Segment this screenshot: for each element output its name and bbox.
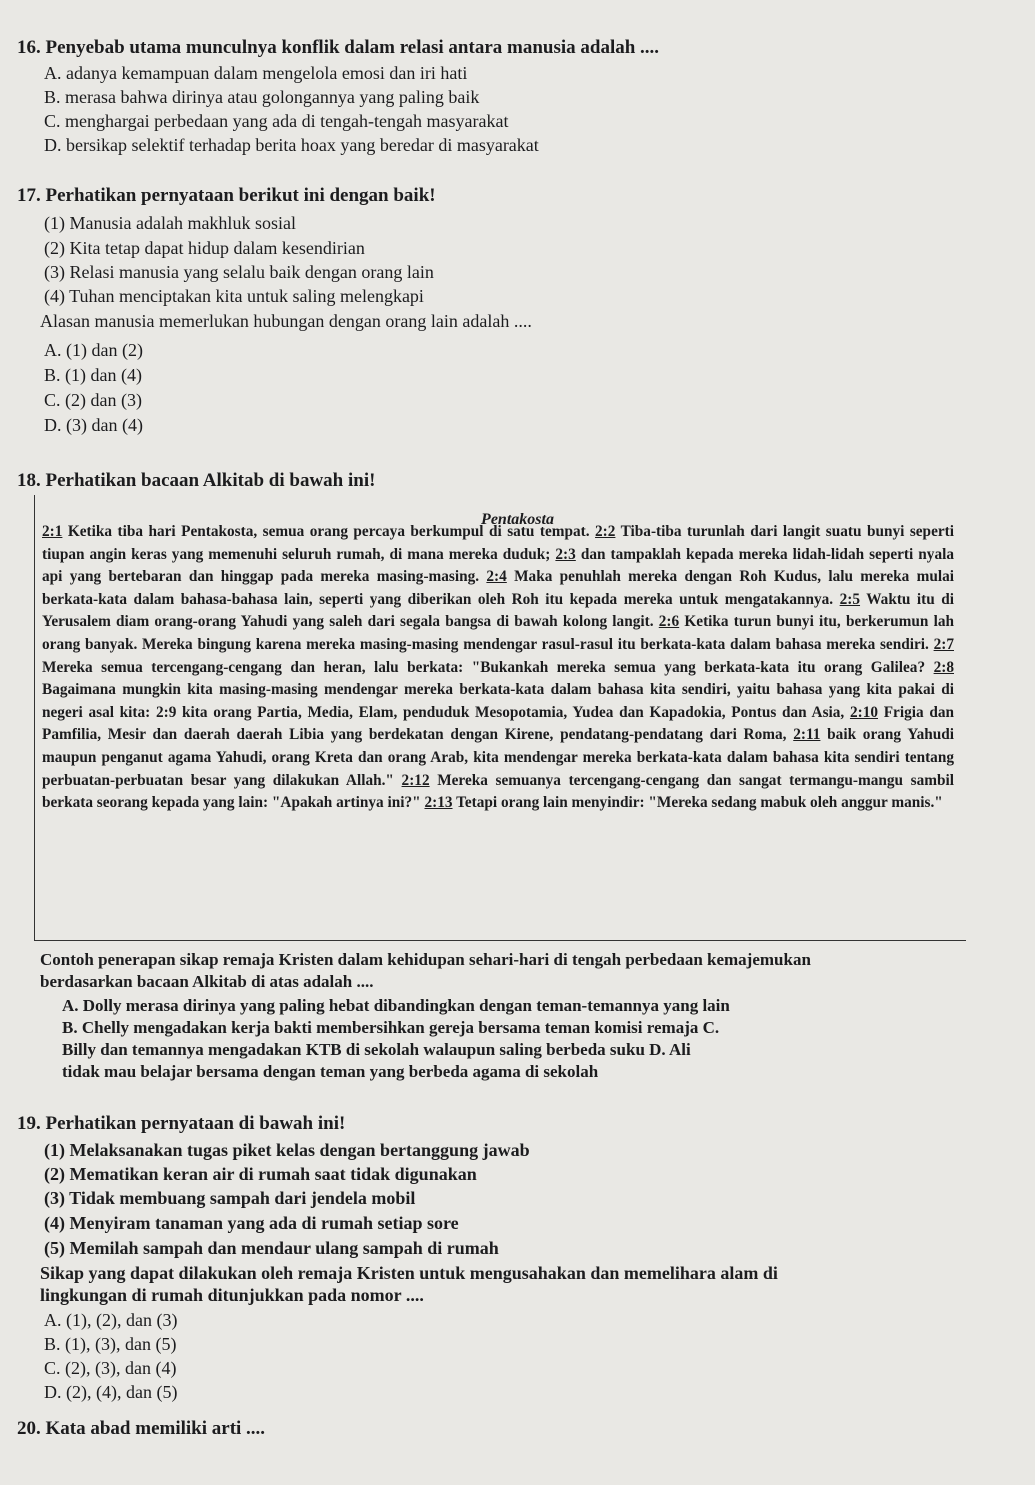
bible-passage [42, 521, 954, 815]
verse-text: Bagaimana mungkin kita masing-masing mendengar mereka berkata-kata dalam bahasa kita sendiri, yaitu bahasa yang kita pakai di negeri asal kita: 2:9 kita orang Partia, Media, Elam, penduduk Mesopotamia, Yudea dan Kapadokia, Pontus dan Asia, [42, 681, 954, 721]
verse-text: Tetapi orang lain menyindir: "Mereka sedang mabuk oleh anggur manis." [452, 794, 943, 812]
q17-option-a[interactable]: A. (1) dan (2) [44, 340, 143, 360]
q18-option-b[interactable]: B. Chelly mengadakan kerja bakti membersihkan gereja bersama teman komisi remaja C. [62, 1018, 720, 1037]
verse-ref: 2:6 [658, 613, 680, 631]
q18-option-d[interactable]: tidak mau belajar bersama dengan teman yang berbeda agama di sekolah [62, 1062, 599, 1081]
q19-statement-2: (2) Mematikan keran air di rumah saat tidak digunakan [44, 1164, 477, 1184]
q20-stem [17, 1418, 265, 1440]
q17-statement-3: (3) Relasi manusia yang selalu baik dengan orang lain [44, 262, 434, 282]
q18-stem-text: Perhatikan bacaan Alkitab di bawah ini! [45, 470, 376, 491]
q18-question-line-1: Contoh penerapan sikap remaja Kristen dalam kehidupan sehari-hari di tengah perbedaan kemajemukan [40, 950, 811, 969]
verse-text: dan tampaklah kepada mereka lidah-lidah seperti nyala api yang bertebaran dan hinggap pada mereka masing-masing. [42, 545, 954, 586]
verse-text: Tiba-tiba turunlah dari langit suatu bunyi seperti tiupan angin keras yang memenuhi seluruh rumah, di mana mereka duduk; [42, 523, 954, 563]
verse-ref: 2:13 [424, 794, 453, 812]
q17-statement-1: (1) Manusia adalah makhluk sosial [44, 213, 296, 233]
verse-text: Maka penuhlah mereka dengan Roh Kudus, lalu mereka mulai berkata-kata dalam bahasa-bahasa lain, seperti yang diberikan oleh Roh itu kepada mereka untuk mengatakannya. [42, 568, 954, 608]
q16-number: 16. [17, 37, 41, 58]
verse-ref: 2:1 [42, 523, 63, 540]
verse-text: baik orang Yahudi maupun penganut agama Yahudi, orang Kreta dan orang Arab, kita mendengar mereka berkata-kata dalam bahasa kita sendiri tentang perbuatan-perbuatan besar yang dilakukan Allah." [42, 726, 954, 789]
q19-option-b[interactable]: B. (1), (3), dan (5) [44, 1334, 177, 1354]
q18-question-line-2: berdasarkan bacaan Alkitab di atas adalah .... [40, 972, 374, 991]
q18-option-c[interactable]: Billy dan temannya mengadakan KTB di sekolah walaupun saling berbeda suku D. Ali [62, 1040, 691, 1059]
q17-stem-text: Perhatikan pernyataan berikut ini dengan baik! [45, 185, 436, 206]
passage-title: Pentakosta [481, 511, 554, 528]
verse-text: Ketika tiba hari Pentakosta, semua orang percaya berkumpul di satu tempat. [62, 523, 596, 540]
q19-option-a[interactable]: A. (1), (2), dan (3) [44, 1310, 178, 1330]
verse-text: Mereka semua tercengang-cengang dan heran, lalu berkata: "Bukankah mereka semua yang berkata-kata itu orang Galilea? [42, 658, 934, 676]
q19-statement-1: (1) Melaksanakan tugas piket kelas dengan bertanggung jawab [44, 1140, 530, 1160]
q19-statement-4: (4) Menyiram tanaman yang ada di rumah setiap sore [44, 1213, 459, 1233]
q18-option-a[interactable]: A. Dolly merasa dirinya yang paling hebat dibandingkan dengan teman-temannya yang lain [62, 996, 730, 1015]
q17-option-d[interactable]: D. (3) dan (4) [44, 415, 143, 435]
q16-option-c[interactable]: C. menghargai perbedaan yang ada di tengah-tengah masyarakat [44, 111, 509, 131]
q19-option-c[interactable]: C. (2), (3), dan (4) [44, 1358, 177, 1378]
q20-number: 20. [17, 1418, 41, 1439]
q17-number: 17. [17, 185, 41, 206]
q19-stem-text: Perhatikan pernyataan di bawah ini! [45, 1113, 346, 1134]
verse-text: Mereka semuanya tercengang-cengang dan sangat termangu-mangu sambil berkata seorang kepada yang lain: "Apakah artinya ini?" [42, 771, 954, 812]
q17-stem [17, 185, 436, 207]
q17-statement-4: (4) Tuhan menciptakan kita untuk saling melengkapi [44, 286, 424, 306]
verse-text: Ketika turun bunyi itu, berkerumun lah orang banyak. Mereka bingung karena mereka masing-masing mendengar rasul-rasul itu berkata-kata dalam bahasa mereka sendiri. [42, 613, 954, 653]
verse-ref: 2:8 [933, 658, 954, 676]
q17-statement-2: (2) Kita tetap dapat hidup dalam kesendirian [44, 238, 365, 258]
q18-number: 18. [17, 470, 41, 491]
verse-text: Frigia dan Pamfilia, Mesir dan daerah daerah Libia yang berdekatan dengan Kirene, pendatang-pendatang dari Roma, [42, 703, 954, 744]
verse-ref: 2:7 [933, 635, 954, 653]
q16-stem-text: Penyebab utama munculnya konflik dalam relasi antara manusia adalah .... [45, 37, 660, 58]
verse-ref: 2:12 [401, 771, 430, 789]
q19-number: 19. [17, 1113, 41, 1134]
q17-question: Alasan manusia memerlukan hubungan dengan orang lain adalah .... [40, 311, 532, 331]
q20-stem-text: Kata abad memiliki arti .... [45, 1418, 266, 1439]
q19-statement-3: (3) Tidak membuang sampah dari jendela mobil [44, 1188, 416, 1208]
q19-statement-5: (5) Memilah sampah dan mendaur ulang sampah di rumah [44, 1238, 499, 1258]
q16-option-a[interactable]: A. adanya kemampuan dalam mengelola emosi dan iri hati [44, 63, 468, 83]
verse-text: Waktu itu di Yerusalem diam orang-orang Yahudi yang saleh dari segala bangsa di bawah kolong langit. [42, 590, 955, 631]
verse-ref: 2:4 [486, 568, 507, 586]
q17-option-c[interactable]: C. (2) dan (3) [44, 390, 142, 410]
verse-ref: 2:10 [849, 703, 878, 721]
q18-stem [17, 470, 375, 492]
q19-stem [17, 1113, 345, 1135]
q16-option-b[interactable]: B. merasa bahwa dirinya atau golongannya yang paling baik [44, 87, 480, 107]
q17-option-b[interactable]: B. (1) dan (4) [44, 365, 142, 385]
q16-option-d[interactable]: D. bersikap selektif terhadap berita hoax yang beredar di masyarakat [44, 135, 539, 155]
verse-ref: 2:2 [595, 523, 616, 540]
verse-ref: 2:11 [793, 726, 821, 744]
q16-stem [17, 37, 659, 59]
verse-ref: 2:5 [839, 590, 861, 608]
verse-ref: 2:3 [555, 545, 576, 563]
q19-option-d[interactable]: D. (2), (4), dan (5) [44, 1382, 178, 1402]
q19-question-line-1: Sikap yang dapat dilakukan oleh remaja Kristen untuk mengusahakan dan memelihara alam di [40, 1263, 778, 1283]
q19-question-line-2: lingkungan di rumah ditunjukkan pada nomor .... [40, 1285, 424, 1305]
